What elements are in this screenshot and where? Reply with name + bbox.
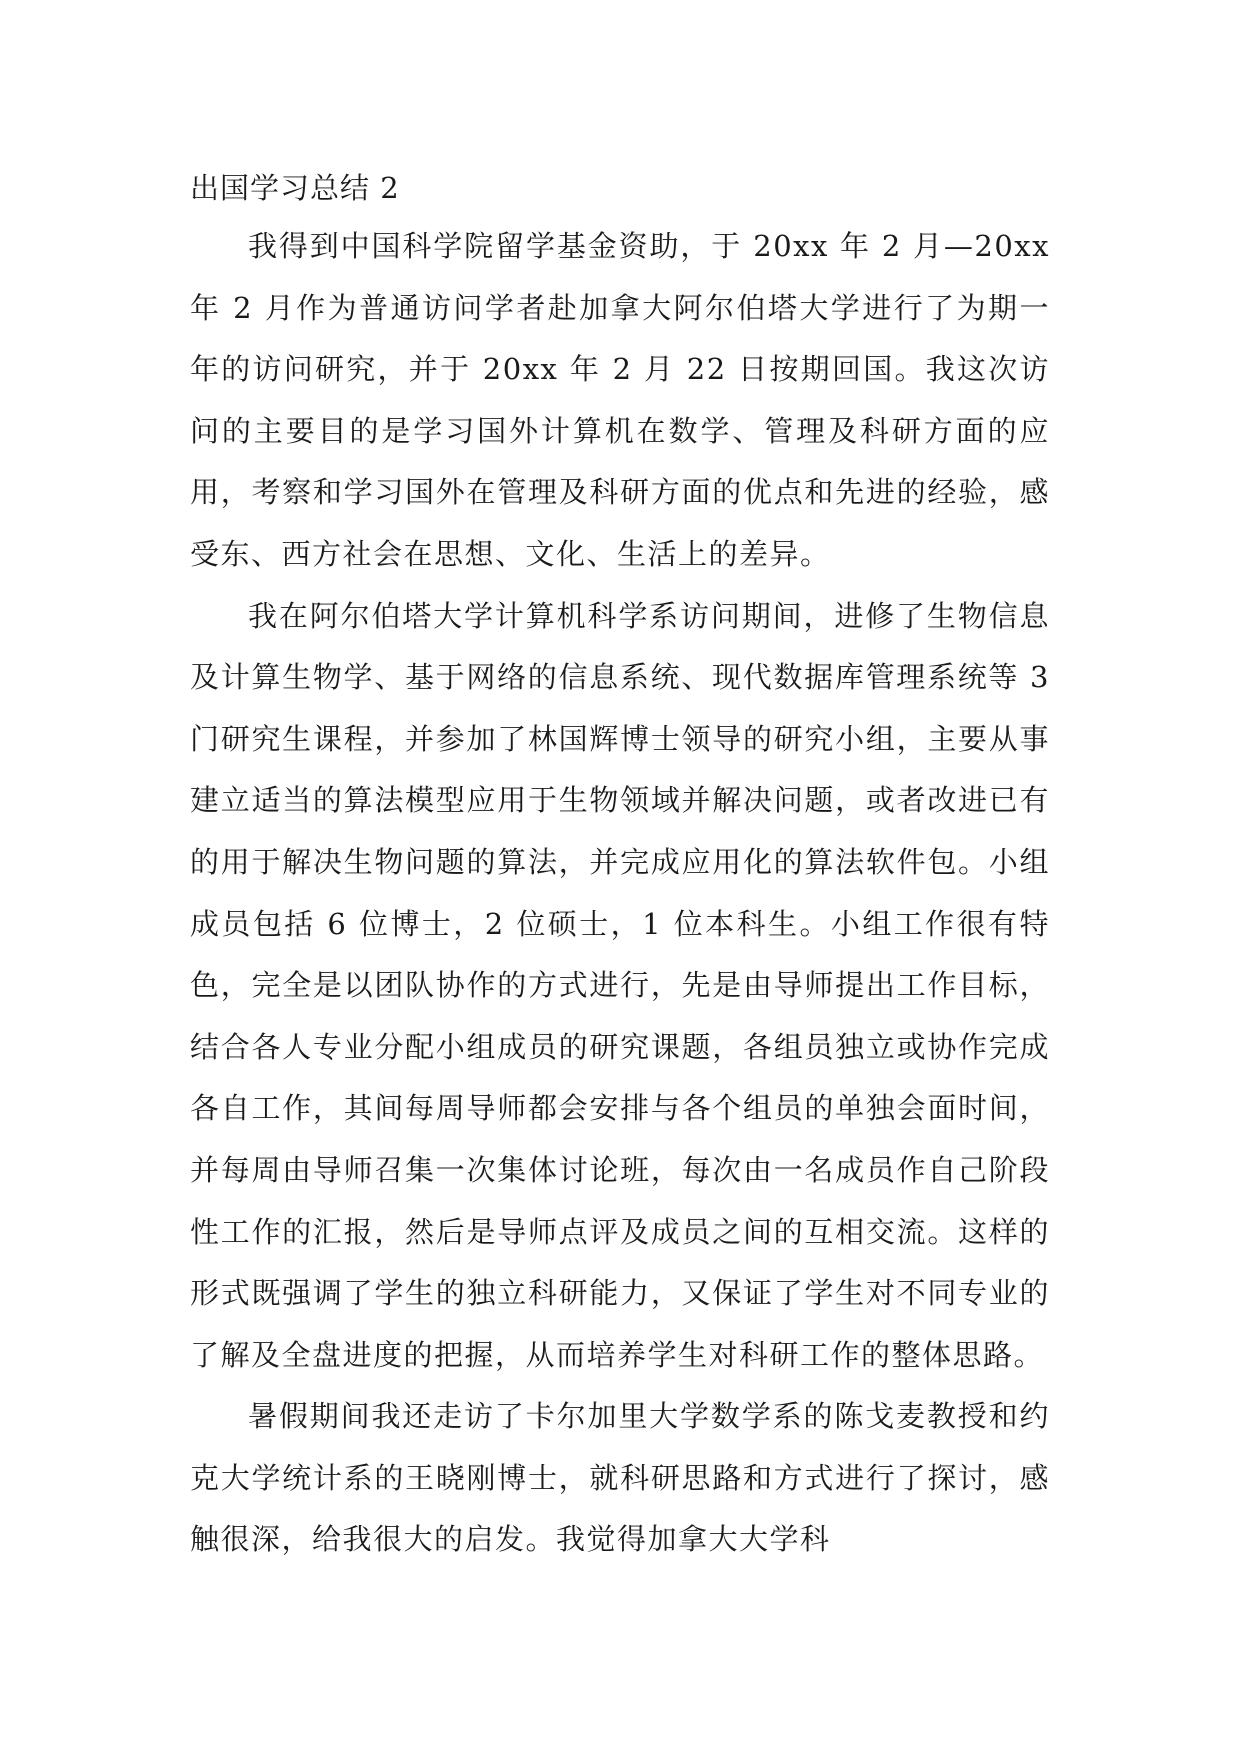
document-title: 出国学习总结 2 xyxy=(190,171,400,205)
document-body xyxy=(190,160,1050,1571)
paragraph-summer-visits: 暑假期间我还走访了卡尔加里大学数学系的陈戈麦教授和约克大学统计系的王晓刚博士，就科研思路和方式进行了探讨，感触很深，给我很大的启发。我觉得加拿大大学科 xyxy=(190,1399,1050,1557)
paragraph-research-group: 我在阿尔伯塔大学计算机科学系访问期间，进修了生物信息及计算生物学、基于网络的信息系统、现代数据库管理系统等 3 门研究生课程，并参加了林国辉博士领导的研究小组，主要从事建立适当的算法模型应用于生物领域并解决问题，或者改进已有的用于解决生物问题的算法，并完成应用化的算法软件包。小组成员包括 6 位博士，2 位硕士，1 位本科生。小组工作很有特色，完全是以团队协作的方式进行，先是由导师提出工作目标，结合各人专业分配小组成员的研究课题，各组员独立或协作完成各自工作，其间每周导师都会安排与各个组员的单独会面时间，并每周由导师召集一次集体讨论班，每次由一名成员作自己阶段性工作的汇报，然后是导师点评及成员之间的互相交流。这样的形式既强调了学生的独立科研能力，又保证了学生对不同专业的了解及全盘进度的把握，从而培养学生对科研工作的整体思路。 xyxy=(190,598,1050,1372)
paragraph-funding: 我得到中国科学院留学基金资助，于 20xx 年 2 月—20xx 年 2 月作为普通访问学者赴加拿大阿尔伯塔大学进行了为期一年的访问研究，并于 20xx 年 2 月 22 日按期回国。我这次访问的主要目的是学习国外计算机在数学、管理及科研方面的应用，考察和学习国外在管理及科研方面的优点和先进的经验，感受东、西方社会在思想、文化、生活上的差异。 xyxy=(190,229,1050,571)
